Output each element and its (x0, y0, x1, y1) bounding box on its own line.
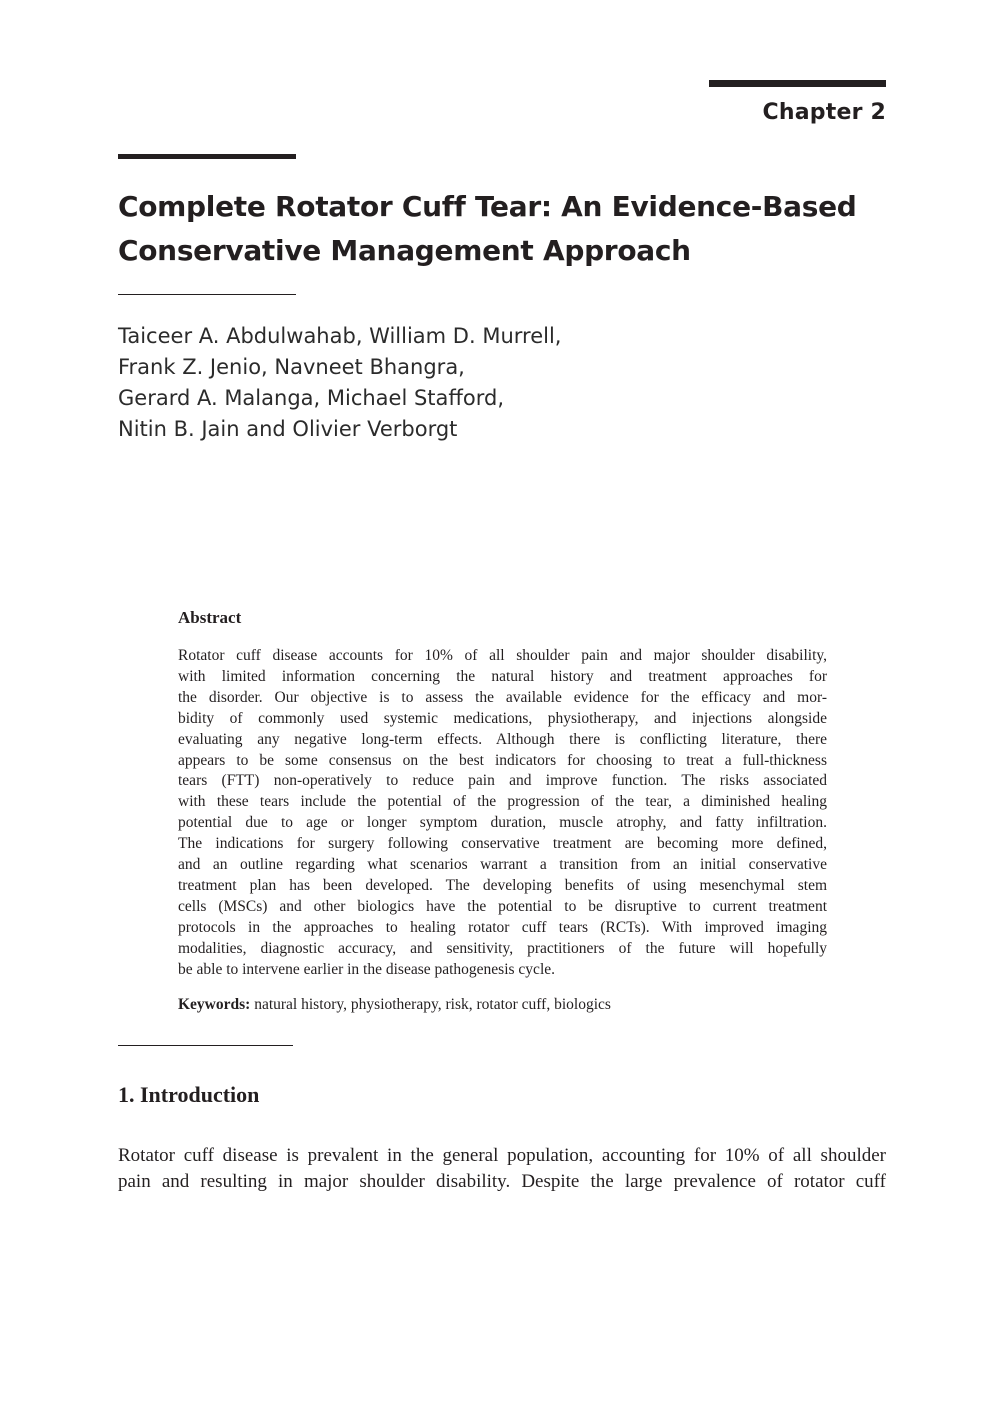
abstract-line: be able to intervene earlier in the disease pathogenesis cycle. (178, 960, 556, 978)
abstract-body (178, 646, 827, 981)
author-line: Taiceer A. Abdulwahab, William D. Murrell, (118, 324, 562, 348)
author-line: Nitin B. Jain and Olivier Verborgt (118, 417, 458, 441)
abstract-line: tears (FTT) non-operatively to reduce pain and improve function. The risks associated (178, 772, 827, 790)
title-line: Complete Rotator Cuff Tear: An Evidence-Based (118, 190, 857, 223)
body-line: Rotator cuff disease is prevalent in the general population, accounting for 10% of all shoulder (118, 1145, 886, 1166)
title-top-rule (118, 154, 296, 159)
abstract-line: and an outline regarding what scenarios warrant a transition from an initial conservative (178, 856, 827, 874)
body-line: pain and resulting in major shoulder disability. Despite the large prevalence of rotator cuff (118, 1170, 886, 1192)
title-bottom-rule (118, 294, 296, 295)
abstract-line: potential due to age or longer symptom duration, muscle atrophy, and fatty infiltration. (178, 814, 827, 832)
section-heading-introduction: 1. Introduction (118, 1082, 260, 1107)
keywords-label: Keywords: (178, 996, 251, 1013)
abstract-line: evaluating any negative long-term effects. Although there is conflicting literature, there (178, 730, 827, 748)
introduction-body (118, 1143, 886, 1194)
chapter-title (118, 185, 898, 273)
author-line: Frank Z. Jenio, Navneet Bhangra, (118, 355, 465, 379)
title-line: Conservative Management Approach (118, 234, 691, 267)
abstract-line: treatment plan has been developed. The developing benefits of using mesenchymal stem (178, 876, 827, 894)
abstract-line: with these tears include the potential of the progression of the tear, a diminished healing (178, 793, 827, 811)
abstract-line: The indications for surgery following conservative treatment are becoming more defined, (178, 835, 827, 853)
abstract-heading: Abstract (178, 608, 242, 627)
chapter-label: Chapter 2 (762, 100, 886, 125)
keywords-text: natural history, physiotherapy, risk, rotator cuff, biologics (250, 996, 611, 1013)
abstract-line: with limited information concerning the natural history and treatment approaches for (178, 667, 827, 685)
abstract-line: Rotator cuff disease accounts for 10% of all shoulder pain and major shoulder disability, (178, 647, 827, 664)
chapter-top-rule (709, 80, 886, 87)
abstract-line: bidity of commonly used systemic medications, physiotherapy, and injections alongside (178, 709, 827, 727)
keywords (178, 996, 611, 1014)
author-list (118, 321, 561, 445)
abstract-line: cells (MSCs) and other biologics have the potential to be disruptive to current treatment (178, 897, 827, 915)
abstract-line: modalities, diagnostic accuracy, and sensitivity, practitioners of the future will hopefully (178, 939, 827, 957)
author-line: Gerard A. Malanga, Michael Stafford, (118, 386, 504, 410)
abstract-line: the disorder. Our objective is to assess the available evidence for the efficacy and mor- (178, 688, 827, 706)
abstract-bottom-rule (118, 1045, 293, 1046)
abstract-line: appears to be some consensus on the best indicators for choosing to treat a full-thickness (178, 751, 827, 769)
abstract-line: protocols in the approaches to healing rotator cuff tears (RCTs). With improved imaging (178, 918, 827, 936)
